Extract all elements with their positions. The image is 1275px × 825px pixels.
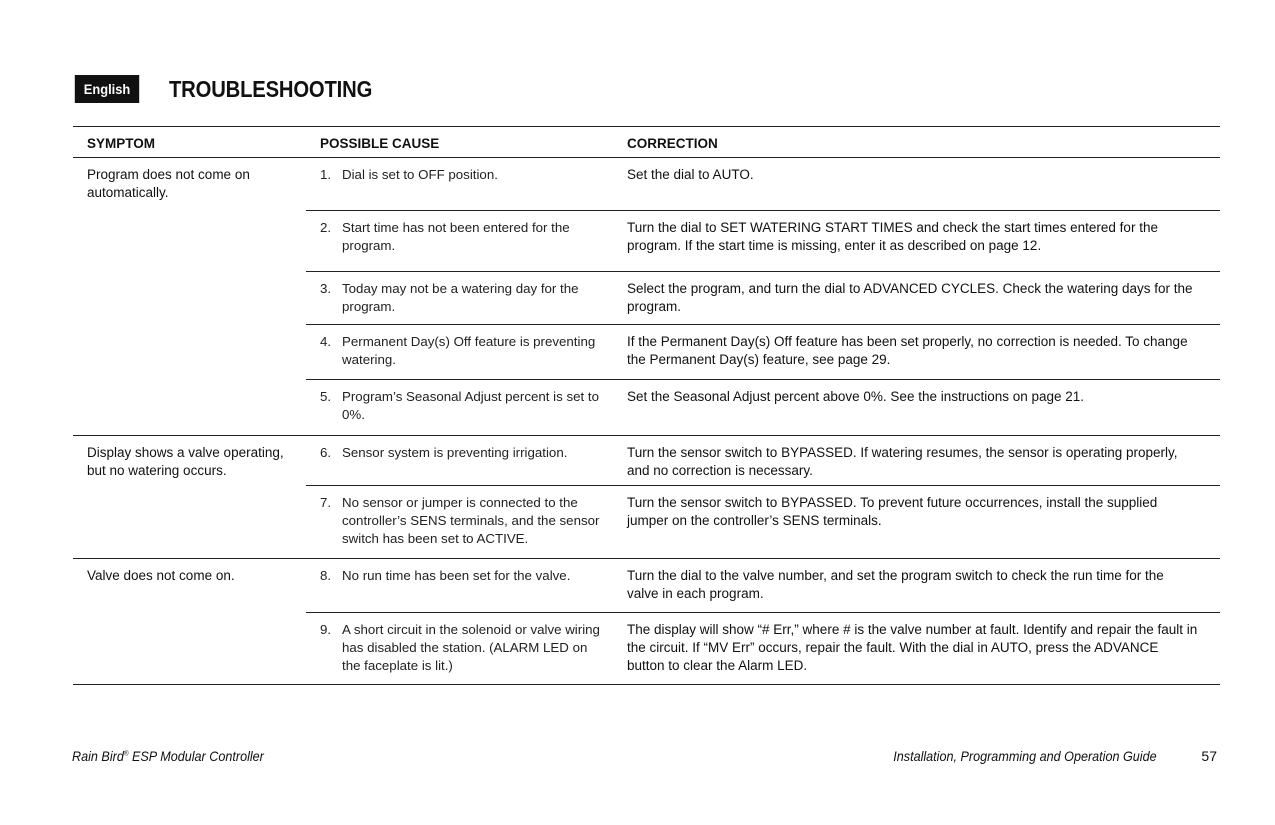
correction-cell: Set the Seasonal Adjust percent above 0%. See the instructions on page 21. <box>612 380 1220 436</box>
cause-text: A short circuit in the solenoid or valve wiring has disabled the station. (ALARM LED on the faceplate is lit.) <box>342 622 600 673</box>
cause-text: Permanent Day(s) Off feature is preventing watering. <box>342 334 596 367</box>
cause-cell <box>306 613 612 685</box>
cause-number: 4. <box>320 334 332 349</box>
cause-cell <box>306 158 612 211</box>
cause-cell <box>306 380 612 436</box>
language-badge: English <box>75 75 139 103</box>
cause-number: 1. <box>320 167 332 182</box>
correction-cell: The display will show “# Err,” where # is the valve number at fault. Identify and repair the fault in the circuit. If “MV Err” occurs, repair the fault. With the dial in AUTO, press the ADVANCE button to clear the Alarm LED. <box>612 613 1220 685</box>
cause-text: No run time has been set for the valve. <box>342 568 571 583</box>
cause-cell <box>306 436 612 486</box>
cause-cell <box>306 559 612 613</box>
cause-number: 8. <box>320 568 332 583</box>
table-row <box>73 158 1220 211</box>
cause-number: 7. <box>320 495 332 510</box>
cause-text: Start time has not been entered for the program. <box>342 220 570 253</box>
cause-text: Dial is set to OFF position. <box>342 167 498 182</box>
cause-number: 2. <box>320 220 332 235</box>
cause-cell <box>306 272 612 325</box>
table-row <box>73 436 1220 486</box>
column-header-symptom: SYMPTOM <box>73 127 306 158</box>
cause-text: Today may not be a watering day for the program. <box>342 281 579 314</box>
footer-product-name: ESP Modular Controller <box>128 748 264 764</box>
correction-cell: If the Permanent Day(s) Off feature has been set properly, no correction is needed. To change the Permanent Day(s) feature, see page 29. <box>612 325 1220 380</box>
table-header-row <box>73 127 1220 158</box>
symptom-cell: Program does not come on automatically. <box>73 158 306 436</box>
correction-cell: Turn the sensor switch to BYPASSED. To prevent future occurrences, install the supplied jumper on the controller’s SENS terminals. <box>612 486 1220 559</box>
column-header-correction: CORRECTION <box>612 127 1220 158</box>
cause-number: 6. <box>320 445 332 460</box>
table-row <box>73 559 1220 613</box>
correction-cell: Set the dial to AUTO. <box>612 158 1220 211</box>
correction-cell: Turn the dial to the valve number, and set the program switch to check the run time for the valve in each program. <box>612 559 1220 613</box>
column-header-possible-cause: POSSIBLE CAUSE <box>306 127 612 158</box>
page-title: TROUBLESHOOTING <box>169 75 373 102</box>
page-number: 57 <box>1201 748 1217 764</box>
footer-product <box>72 748 264 764</box>
cause-number: 9. <box>320 622 332 637</box>
cause-number: 5. <box>320 389 332 404</box>
correction-cell: Turn the sensor switch to BYPASSED. If watering resumes, the sensor is operating properly, and no correction is necessary. <box>612 436 1220 486</box>
cause-cell <box>306 211 612 272</box>
cause-text: Program’s Seasonal Adjust percent is set to 0%. <box>342 389 599 422</box>
page-footer <box>72 748 1219 768</box>
correction-cell: Select the program, and turn the dial to ADVANCED CYCLES. Check the watering days for the program. <box>612 272 1220 325</box>
cause-number: 3. <box>320 281 332 296</box>
symptom-cell: Display shows a valve operating, but no watering occurs. <box>73 436 306 559</box>
symptom-cell: Valve does not come on. <box>73 559 306 685</box>
registered-mark: ® <box>123 750 129 758</box>
troubleshooting-table <box>73 126 1220 685</box>
correction-cell: Turn the dial to SET WATERING START TIMES and check the start times entered for the program. If the start time is missing, enter it as described on page 12. <box>612 211 1220 272</box>
cause-cell <box>306 486 612 559</box>
cause-cell <box>306 325 612 380</box>
cause-text: Sensor system is preventing irrigation. <box>342 445 568 460</box>
footer-guide-title: Installation, Programming and Operation Guide <box>893 748 1157 764</box>
footer-brand: Rain Bird <box>72 748 124 764</box>
page-header <box>72 74 400 104</box>
cause-text: No sensor or jumper is connected to the controller’s SENS terminals, and the sensor switch has been set to ACTIVE. <box>342 495 600 546</box>
